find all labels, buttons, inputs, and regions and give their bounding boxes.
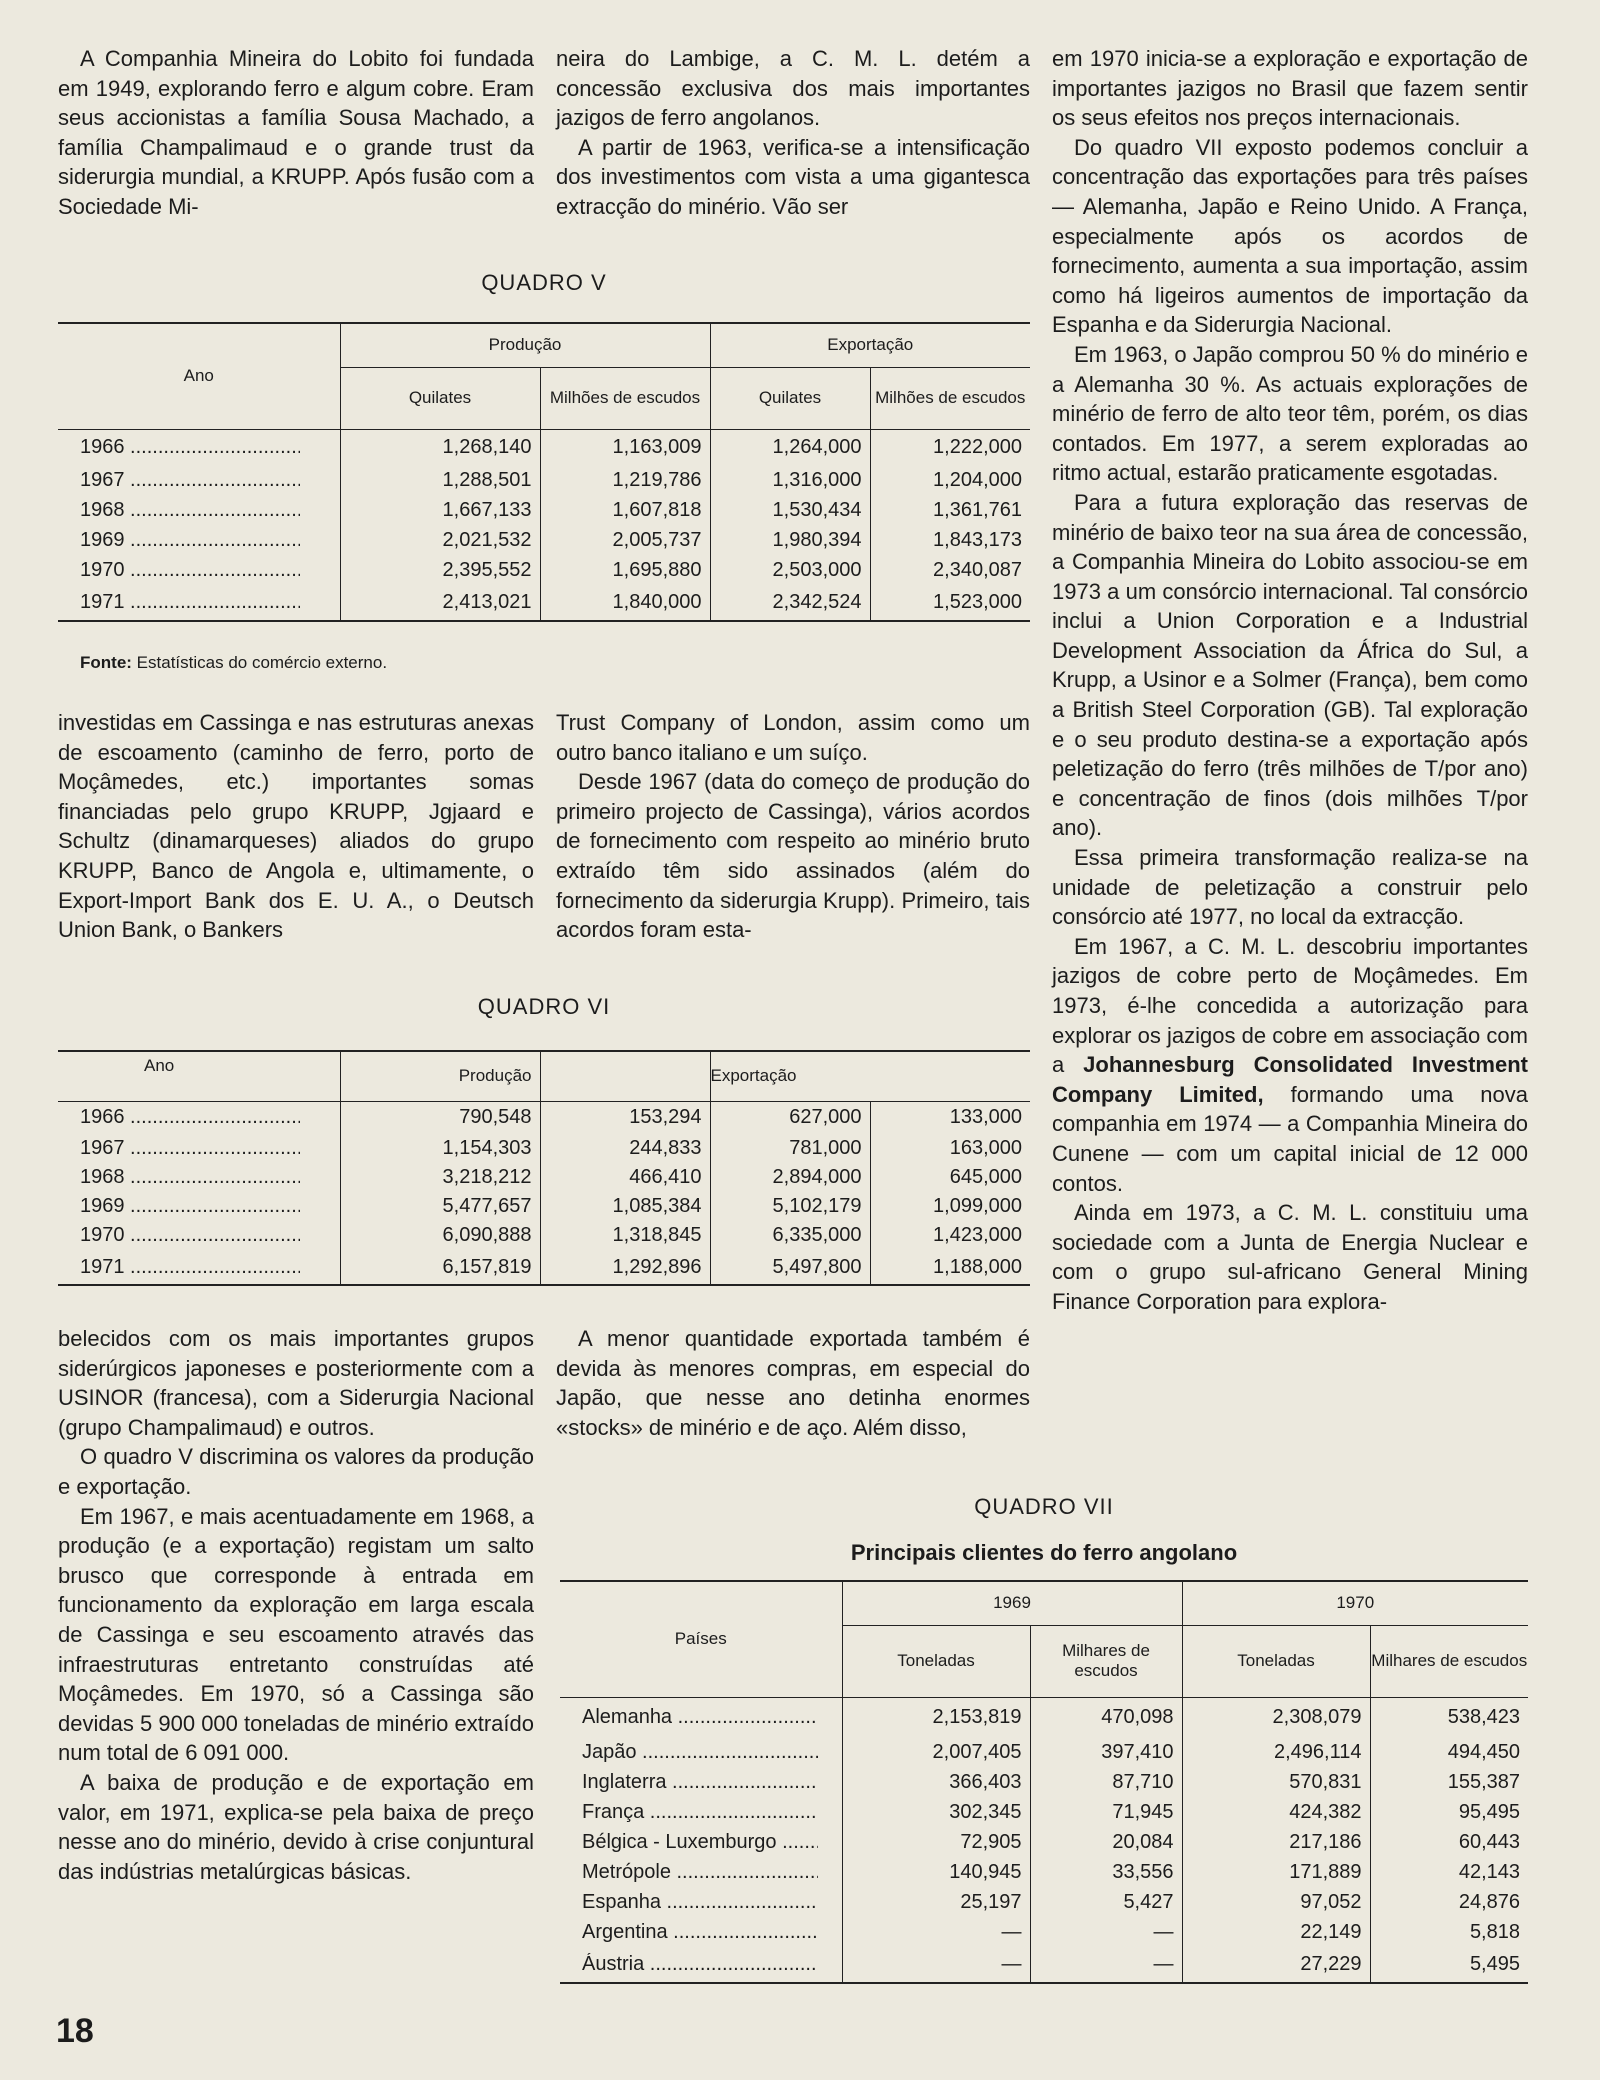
- table-cell: 6,335,000: [710, 1221, 870, 1250]
- table-cell: —: [1030, 1917, 1182, 1947]
- table-cell: 20,084: [1030, 1827, 1182, 1857]
- paragraph: A Companhia Mineira do Lobito foi fundada em 1949, explorando ferro e algum cobre. Eram seus accionistas a família Sousa Machado, a família Champalimaud e o grande trust da siderurgia mundial, a KRUPP. Após fusão com a Sociedade Mi-: [58, 46, 534, 219]
- table-row: [58, 585, 1030, 621]
- row-label: Alemanha .....: [582, 1706, 818, 1729]
- table-cell: 1,318,845: [540, 1221, 710, 1250]
- table-cell: 494,450: [1447, 1740, 1520, 1763]
- paragraph: O quadro V discrimina os valores da produção e exportação.: [58, 1444, 534, 1499]
- col2-bottom-text: [556, 1324, 1030, 1442]
- source-label: Fonte:: [80, 653, 132, 672]
- table-row: [58, 525, 1030, 555]
- table-row: [560, 1737, 1528, 1767]
- table-cell: 95,495: [1458, 1800, 1520, 1823]
- quadro5-table-wrap: [58, 322, 1030, 622]
- col2-mid-text: [556, 708, 1030, 945]
- text-run: formando uma nova companhia em 1974 — a Companhia Mineira do Cunene — com um capital inicial de 12 000 contos.: [1052, 1081, 1529, 1196]
- header-paises: Países: [560, 1581, 842, 1697]
- table-cell: 1,316,000: [710, 465, 870, 495]
- paragraph: A menor quantidade exportada também é devida às menores compras, em especial do Japão, que nesse ano detinha enormes «stocks» de minério e de aço. Além disso,: [556, 1326, 1030, 1440]
- table-cell: 2,308,079: [1182, 1697, 1370, 1737]
- table-cell: 2,413,021: [340, 585, 540, 621]
- table-cell: 1,667,133: [340, 495, 540, 525]
- table-row: [58, 1134, 1030, 1163]
- table-cell: 71,945: [1030, 1797, 1182, 1827]
- quadro7-table-wrap: [560, 1580, 1528, 1984]
- table-cell: 133,000: [949, 1106, 1022, 1129]
- quadro6-table: [58, 1050, 1030, 1286]
- paragraph: Em 1963, o Japão comprou 50 % do minério e a Alemanha 30 %. As actuais explorações de minério de ferro de alto teor têm, porém, os dias contados. Em 1977, a serem exploradas ao ritmo actual, estarão praticamente esgotadas.: [1052, 341, 1528, 486]
- row-label: Metrópole .....: [582, 1861, 818, 1884]
- table-cell: 397,410: [1030, 1737, 1182, 1767]
- quadro7-subtitle: Principais clientes do ferro angolano: [850, 1540, 1238, 1565]
- quadro7-table: [560, 1580, 1528, 1984]
- table-cell: 1,843,173: [933, 528, 1022, 551]
- row-label: Áustria .....: [582, 1953, 818, 1976]
- paragraph: belecidos com os mais importantes grupos siderúrgicos japoneses e posteriormente com a USINOR (francesa), com a Siderurgia Nacional (grupo Champalimaud) e outros.: [58, 1326, 534, 1440]
- table-row: [58, 1101, 1030, 1134]
- table-cell: 538,423: [1447, 1705, 1520, 1728]
- table-cell: 570,831: [1182, 1767, 1370, 1797]
- quadro5-title: QUADRO V: [481, 270, 607, 295]
- table-cell: 1,292,896: [540, 1250, 710, 1285]
- table-cell: 302,345: [842, 1797, 1030, 1827]
- table-cell: 1,085,384: [540, 1192, 710, 1221]
- table-cell: 2,342,524: [710, 585, 870, 621]
- header-1970: 1970: [1182, 1581, 1528, 1625]
- header-milhares: Milhares de escudos: [1030, 1625, 1182, 1697]
- table-row: [58, 1192, 1030, 1221]
- table-row: [560, 1917, 1528, 1947]
- paragraph: Do quadro VII exposto podemos concluir a concentração das exportações para três países — Alemanha, Japão e Reino Unido. A França, especialmente após os acordos de fornecimento, aumenta a sua importação, assim como há ligeiros aumentos de importação da Espanha e da Siderurgia Nacional.: [1052, 134, 1528, 338]
- row-label: 1970 .....: [80, 1224, 300, 1247]
- table-cell: 366,403: [842, 1767, 1030, 1797]
- quadro5-rows: [58, 429, 1030, 621]
- paragraph: Essa primeira transformação realiza-se na unidade de peletização a construir pelo consórcio até 1977, no local da extracção.: [1052, 845, 1528, 930]
- table-row: [560, 1697, 1528, 1737]
- header-milhoes: Milhões de escudos: [875, 388, 1026, 407]
- table-cell: 153,294: [540, 1101, 710, 1134]
- table-cell: 33,556: [1030, 1857, 1182, 1887]
- paragraph: Desde 1967 (data do começo de produção do primeiro projecto de Cassinga), vários acordos de fornecimento com respeito ao minério bruto extraído têm sido assinados (além do fornecimento da siderurgia Krupp). Primeiro, tais acordos foram esta-: [556, 769, 1030, 943]
- table-cell: 60,443: [1458, 1830, 1520, 1853]
- header-producao: Produção: [340, 323, 710, 367]
- quadro7-rows: [560, 1697, 1528, 1983]
- table-cell: —: [842, 1917, 1030, 1947]
- header-toneladas: Toneladas: [842, 1625, 1030, 1697]
- table-cell: 42,143: [1458, 1860, 1520, 1883]
- row-label: 1966 .....: [80, 436, 300, 459]
- table-cell: 163,000: [949, 1137, 1022, 1159]
- col1-mid-text: [58, 708, 534, 945]
- header-toneladas: Toneladas: [1182, 1625, 1370, 1697]
- table-cell: 217,186: [1182, 1827, 1370, 1857]
- col1-bottom-text: [58, 1324, 534, 1886]
- paragraph: investidas em Cassinga e nas estruturas anexas de escoamento (caminho de ferro, porto de Moçâmedes, etc.) importantes somas financiadas pelo grupo KRUPP, Jgjaard e Schultz (dinamarqueses) aliados do grupo KRUPP, Banco de Angola e, ultimamente, o Export-Import Bank dos E. U. A., o Deutsch Union Bank, o Bankers: [58, 710, 534, 943]
- table-cell: 3,218,212: [340, 1163, 540, 1192]
- table-cell: 5,102,179: [710, 1192, 870, 1221]
- table-cell: 2,005,737: [540, 525, 710, 555]
- table-cell: 72,905: [842, 1827, 1030, 1857]
- paragraph: Para a futura exploração das reservas de minério de baixo teor na sua área de concessão, a Companhia Mineira do Lobito associou-se em 1973 a um consórcio internacional. Tal consórcio inclui a Union Corporation e a Industrial Development Association da África do Sul, a Krupp, a Usinor e a Solmer (França), bem como a British Steel Corporation (GB). Tal exploração e o seu produto destina-se a exportação após peletização do ferro (três milhões de T/por ano) e concentração de finos (dois milhões T/por ano).: [1052, 489, 1528, 841]
- row-label: Espanha .....: [582, 1891, 818, 1914]
- row-label: 1967 .....: [80, 469, 300, 492]
- table-cell: 1,222,000: [933, 435, 1022, 458]
- paragraph: neira do Lambige, a C. M. L. detém a concessão exclusiva dos mais importantes jazigos de ferro angolanos.: [556, 46, 1030, 131]
- header-producao: Produção: [340, 1051, 540, 1101]
- quadro6-title: QUADRO VI: [477, 994, 611, 1019]
- quadro5-source: [80, 653, 387, 673]
- table-cell: 1,695,880: [540, 555, 710, 585]
- table-cell: 24,876: [1458, 1890, 1520, 1913]
- header-exportacao: Exportação: [710, 323, 1030, 367]
- table-cell: 1,607,818: [540, 495, 710, 525]
- row-label: 1969 .....: [80, 529, 300, 552]
- table-cell: 1,268,140: [340, 429, 540, 465]
- source-text: Estatísticas do comércio externo.: [136, 653, 388, 672]
- table-cell: 1,204,000: [933, 468, 1022, 491]
- table-cell: 2,021,532: [340, 525, 540, 555]
- quadro6-table-wrap: [58, 1050, 1030, 1286]
- paragraph: Em 1967, e mais acentuadamente em 1968, a produção (e a exportação) registam um salto brusco que corresponde à entrada em funcionamento da exploração em larga escala de Cassinga e seu escoamento através das infraestruturas entretanto construídas até Moçâmedes. Em 1970, só a Cassinga são devidas 5 900 000 toneladas de minério extraído num total de 6 091 000.: [58, 1503, 534, 1766]
- table-cell: 97,052: [1182, 1887, 1370, 1917]
- table-cell: 6,157,819: [340, 1250, 540, 1285]
- table-cell: 2,007,405: [842, 1737, 1030, 1767]
- table-cell: 781,000: [710, 1134, 870, 1163]
- row-label: 1969 .....: [80, 1195, 300, 1218]
- page-number: 18: [56, 2012, 94, 2050]
- table-cell: 2,153,819: [842, 1697, 1030, 1737]
- row-label: Japão .....: [582, 1741, 818, 1764]
- header-ano: Ano: [58, 1051, 340, 1101]
- table-cell: 1,219,786: [540, 465, 710, 495]
- table-cell: 466,410: [540, 1163, 710, 1192]
- table-row: [58, 555, 1030, 585]
- table-row: [58, 465, 1030, 495]
- table-cell: —: [1030, 1947, 1182, 1983]
- quadro6-rows: [58, 1101, 1030, 1285]
- table-cell: 1,099,000: [933, 1195, 1022, 1217]
- table-cell: 27,229: [1182, 1947, 1370, 1983]
- row-label: 1970 .....: [80, 559, 300, 582]
- header-quilates: Quilates: [710, 367, 870, 429]
- header-1969: 1969: [842, 1581, 1182, 1625]
- paragraph: em 1970 inicia-se a exploração e exportação de importantes jazigos no Brasil que fazem sentir os seus efeitos nos preços internacionais.: [1052, 46, 1528, 131]
- table-row: [560, 1797, 1528, 1827]
- row-label: Argentina .....: [582, 1921, 818, 1944]
- table-cell: 1,163,009: [540, 429, 710, 465]
- table-cell: 1,361,761: [933, 498, 1022, 521]
- table-row: [58, 1250, 1030, 1285]
- table-cell: 2,496,114: [1182, 1737, 1370, 1767]
- row-label: 1971 .....: [80, 591, 300, 614]
- paragraph: A partir de 1963, verifica-se a intensificação dos investimentos com vista a uma gigantesca extracção do minério. Vão ser: [556, 134, 1030, 219]
- table-cell: 5,427: [1030, 1887, 1182, 1917]
- table-cell: 2,503,000: [710, 555, 870, 585]
- table-cell: 2,894,000: [710, 1163, 870, 1192]
- col2-top-text: [556, 44, 1030, 222]
- row-label: 1967 .....: [80, 1137, 300, 1160]
- header-milhoes: Milhões de escudos: [540, 367, 710, 429]
- table-cell: 22,149: [1182, 1917, 1370, 1947]
- quadro5-table: [58, 322, 1030, 622]
- paragraph: Trust Company of London, assim como um outro banco italiano e um suíço.: [556, 710, 1030, 765]
- table-cell: 155,387: [1447, 1770, 1520, 1793]
- row-label: França .....: [582, 1801, 818, 1824]
- table-cell: 1,288,501: [340, 465, 540, 495]
- company-name: Johannesburg Consolidated Investment Company Limited,: [1052, 1052, 1528, 1107]
- header-exportacao: Exportação: [710, 1066, 797, 1086]
- table-cell: 645,000: [949, 1166, 1022, 1188]
- table-cell: 790,548: [340, 1101, 540, 1134]
- row-label: 1971 .....: [80, 1256, 300, 1279]
- row-label: Bélgica - Luxemburgo .....: [582, 1831, 818, 1854]
- table-cell: 171,889: [1182, 1857, 1370, 1887]
- table-cell: 1,423,000: [933, 1224, 1022, 1246]
- table-cell: 244,833: [540, 1134, 710, 1163]
- paragraph: [1052, 932, 1528, 1198]
- table-row: [58, 429, 1030, 465]
- table-cell: 25,197: [842, 1887, 1030, 1917]
- col3-text: [1052, 44, 1528, 1317]
- table-cell: 1,188,000: [933, 1255, 1022, 1278]
- table-row: [58, 1163, 1030, 1192]
- table-cell: 2,395,552: [340, 555, 540, 585]
- row-label: Inglaterra .....: [582, 1771, 818, 1794]
- row-label: 1966 .....: [80, 1106, 300, 1129]
- table-cell: 424,382: [1182, 1797, 1370, 1827]
- col1-top-text: [58, 44, 534, 222]
- table-cell: 1,840,000: [540, 585, 710, 621]
- table-cell: 5,477,657: [340, 1192, 540, 1221]
- text-run: Em 1967, a C. M. L. descobriu importantes jazigos de cobre perto de Moçâmedes. Em 1973, é-lhe concedida a autorização para explorar os jazigos de cobre em associação com a: [1052, 933, 1528, 1078]
- row-label: 1968 .....: [80, 499, 300, 522]
- table-row: [560, 1767, 1528, 1797]
- table-cell: 6,090,888: [340, 1221, 540, 1250]
- table-cell: 470,098: [1030, 1697, 1182, 1737]
- table-cell: 1,264,000: [710, 429, 870, 465]
- row-label: 1968 .....: [80, 1166, 300, 1189]
- table-cell: 5,497,800: [710, 1250, 870, 1285]
- table-row: [58, 495, 1030, 525]
- table-cell: 87,710: [1030, 1767, 1182, 1797]
- table-cell: 2,340,087: [933, 558, 1022, 581]
- table-cell: 1,530,434: [710, 495, 870, 525]
- table-row: [560, 1887, 1528, 1917]
- table-cell: 5,818: [1469, 1920, 1520, 1943]
- header-ano: Ano: [58, 323, 340, 429]
- table-cell: 1,154,303: [340, 1134, 540, 1163]
- table-row: [560, 1827, 1528, 1857]
- paragraph: Ainda em 1973, a C. M. L. constituiu uma sociedade com a Junta de Energia Nuclear e com o grupo sul-africano General Mining Finance Corporation para explora-: [1052, 1200, 1528, 1314]
- table-row: [560, 1947, 1528, 1983]
- table-row: [58, 1221, 1030, 1250]
- table-cell: 1,523,000: [933, 591, 1022, 613]
- table-cell: 5,495: [1469, 1953, 1520, 1975]
- table-row: [560, 1857, 1528, 1887]
- table-cell: 627,000: [710, 1101, 870, 1134]
- quadro7-title: QUADRO VII: [974, 1494, 1114, 1519]
- table-cell: 1,980,394: [710, 525, 870, 555]
- table-cell: —: [842, 1947, 1030, 1983]
- paragraph: A baixa de produção e de exportação em valor, em 1971, explica-se pela baixa de preço nesse ano do minério, devido à crise conjuntural das indústrias metalúrgicas básicas.: [58, 1769, 534, 1884]
- header-milhares: Milhares de escudos: [1371, 1651, 1528, 1670]
- table-cell: 140,945: [842, 1857, 1030, 1887]
- header-quilates: Quilates: [340, 367, 540, 429]
